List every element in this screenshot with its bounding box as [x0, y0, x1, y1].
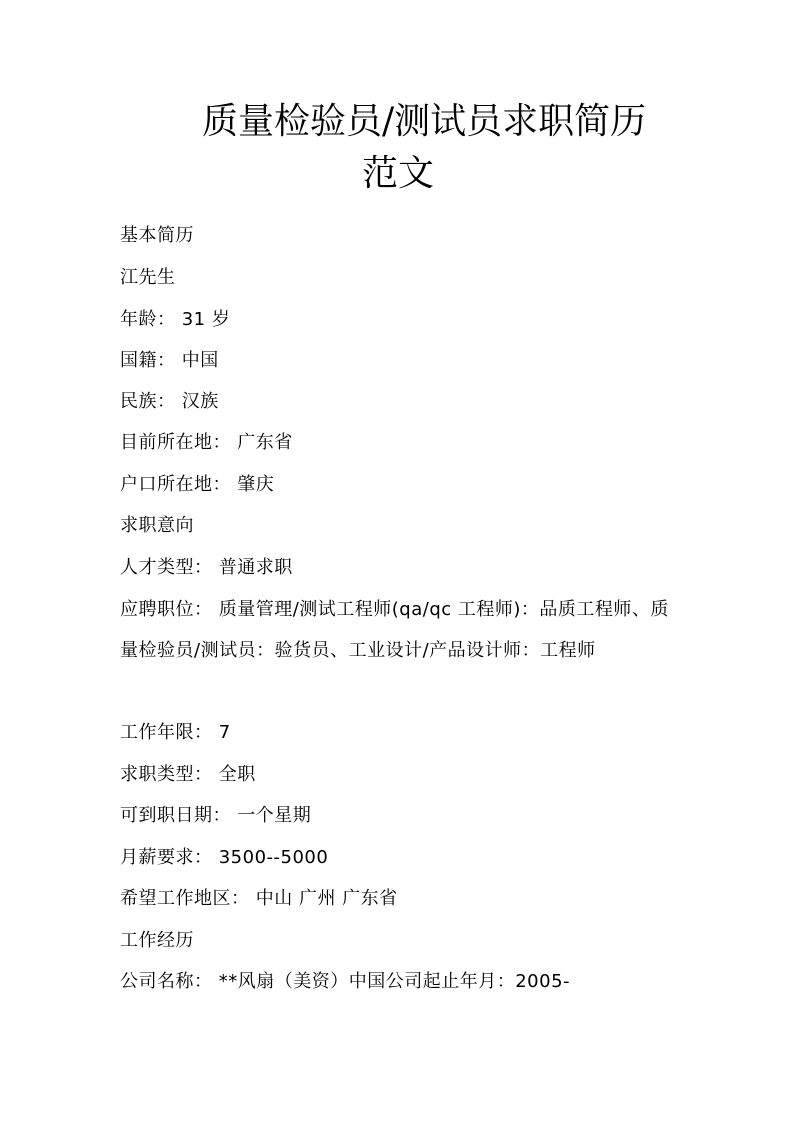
age-label: 年龄： — [120, 309, 176, 330]
talent-type-row — [120, 556, 293, 580]
section-basic-resume: 基本简历 — [120, 225, 194, 246]
nationality-value: 中国 — [175, 350, 219, 371]
ethnicity-value: 汉族 — [175, 391, 219, 412]
region-value: 中山 广州 广东省 — [249, 888, 398, 909]
available-date-label: 可到职日期： — [120, 805, 231, 826]
section-job-intent: 求职意向 — [120, 515, 194, 536]
talent-type-label: 人才类型： — [120, 557, 213, 578]
region-row — [120, 887, 398, 911]
age-row — [120, 308, 230, 332]
nationality-label: 国籍： — [120, 350, 176, 371]
hukou-row — [120, 473, 274, 497]
job-type-row — [120, 763, 256, 787]
current-location-value: 广东省 — [231, 432, 293, 453]
document-title-line-1: 质量检验员/测试员求职简历 — [202, 101, 647, 142]
years-label: 工作年限： — [120, 722, 213, 743]
nationality-row — [120, 349, 219, 373]
current-location-label: 目前所在地： — [120, 432, 231, 453]
position-label: 应聘职位： — [120, 599, 213, 620]
position-row — [120, 589, 680, 671]
company-line: 公司名称： **风扇（美资）中国公司起止年月：2005- — [120, 971, 571, 992]
position-value: 质量管理/测试工程师(qa/qc 工程师)：品质工程师、质量检验员/测试员：验货员、工业设计/产品设计师：工程师 — [120, 599, 669, 661]
salary-label: 月薪要求： — [120, 847, 213, 868]
salary-row — [120, 846, 328, 870]
ethnicity-label: 民族： — [120, 391, 176, 412]
talent-type-value: 普通求职 — [212, 557, 293, 578]
job-type-label: 求职类型： — [120, 764, 213, 785]
hukou-label: 户口所在地： — [120, 474, 231, 495]
years-row — [120, 721, 231, 745]
available-date-value: 一个星期 — [231, 805, 312, 826]
ethnicity-row — [120, 390, 219, 414]
job-type-value: 全职 — [212, 764, 256, 785]
age-value: 31 岁 — [175, 309, 231, 330]
years-value: 7 — [212, 722, 231, 743]
current-location-row — [120, 431, 293, 455]
applicant-name: 江先生 — [120, 267, 176, 288]
region-label: 希望工作地区： — [120, 888, 250, 909]
hukou-value: 肇庆 — [231, 474, 275, 495]
document-title-line-2: 范文 — [362, 153, 435, 194]
salary-value: 3500--5000 — [212, 847, 329, 868]
section-work-experience: 工作经历 — [120, 930, 194, 951]
available-date-row — [120, 804, 311, 828]
